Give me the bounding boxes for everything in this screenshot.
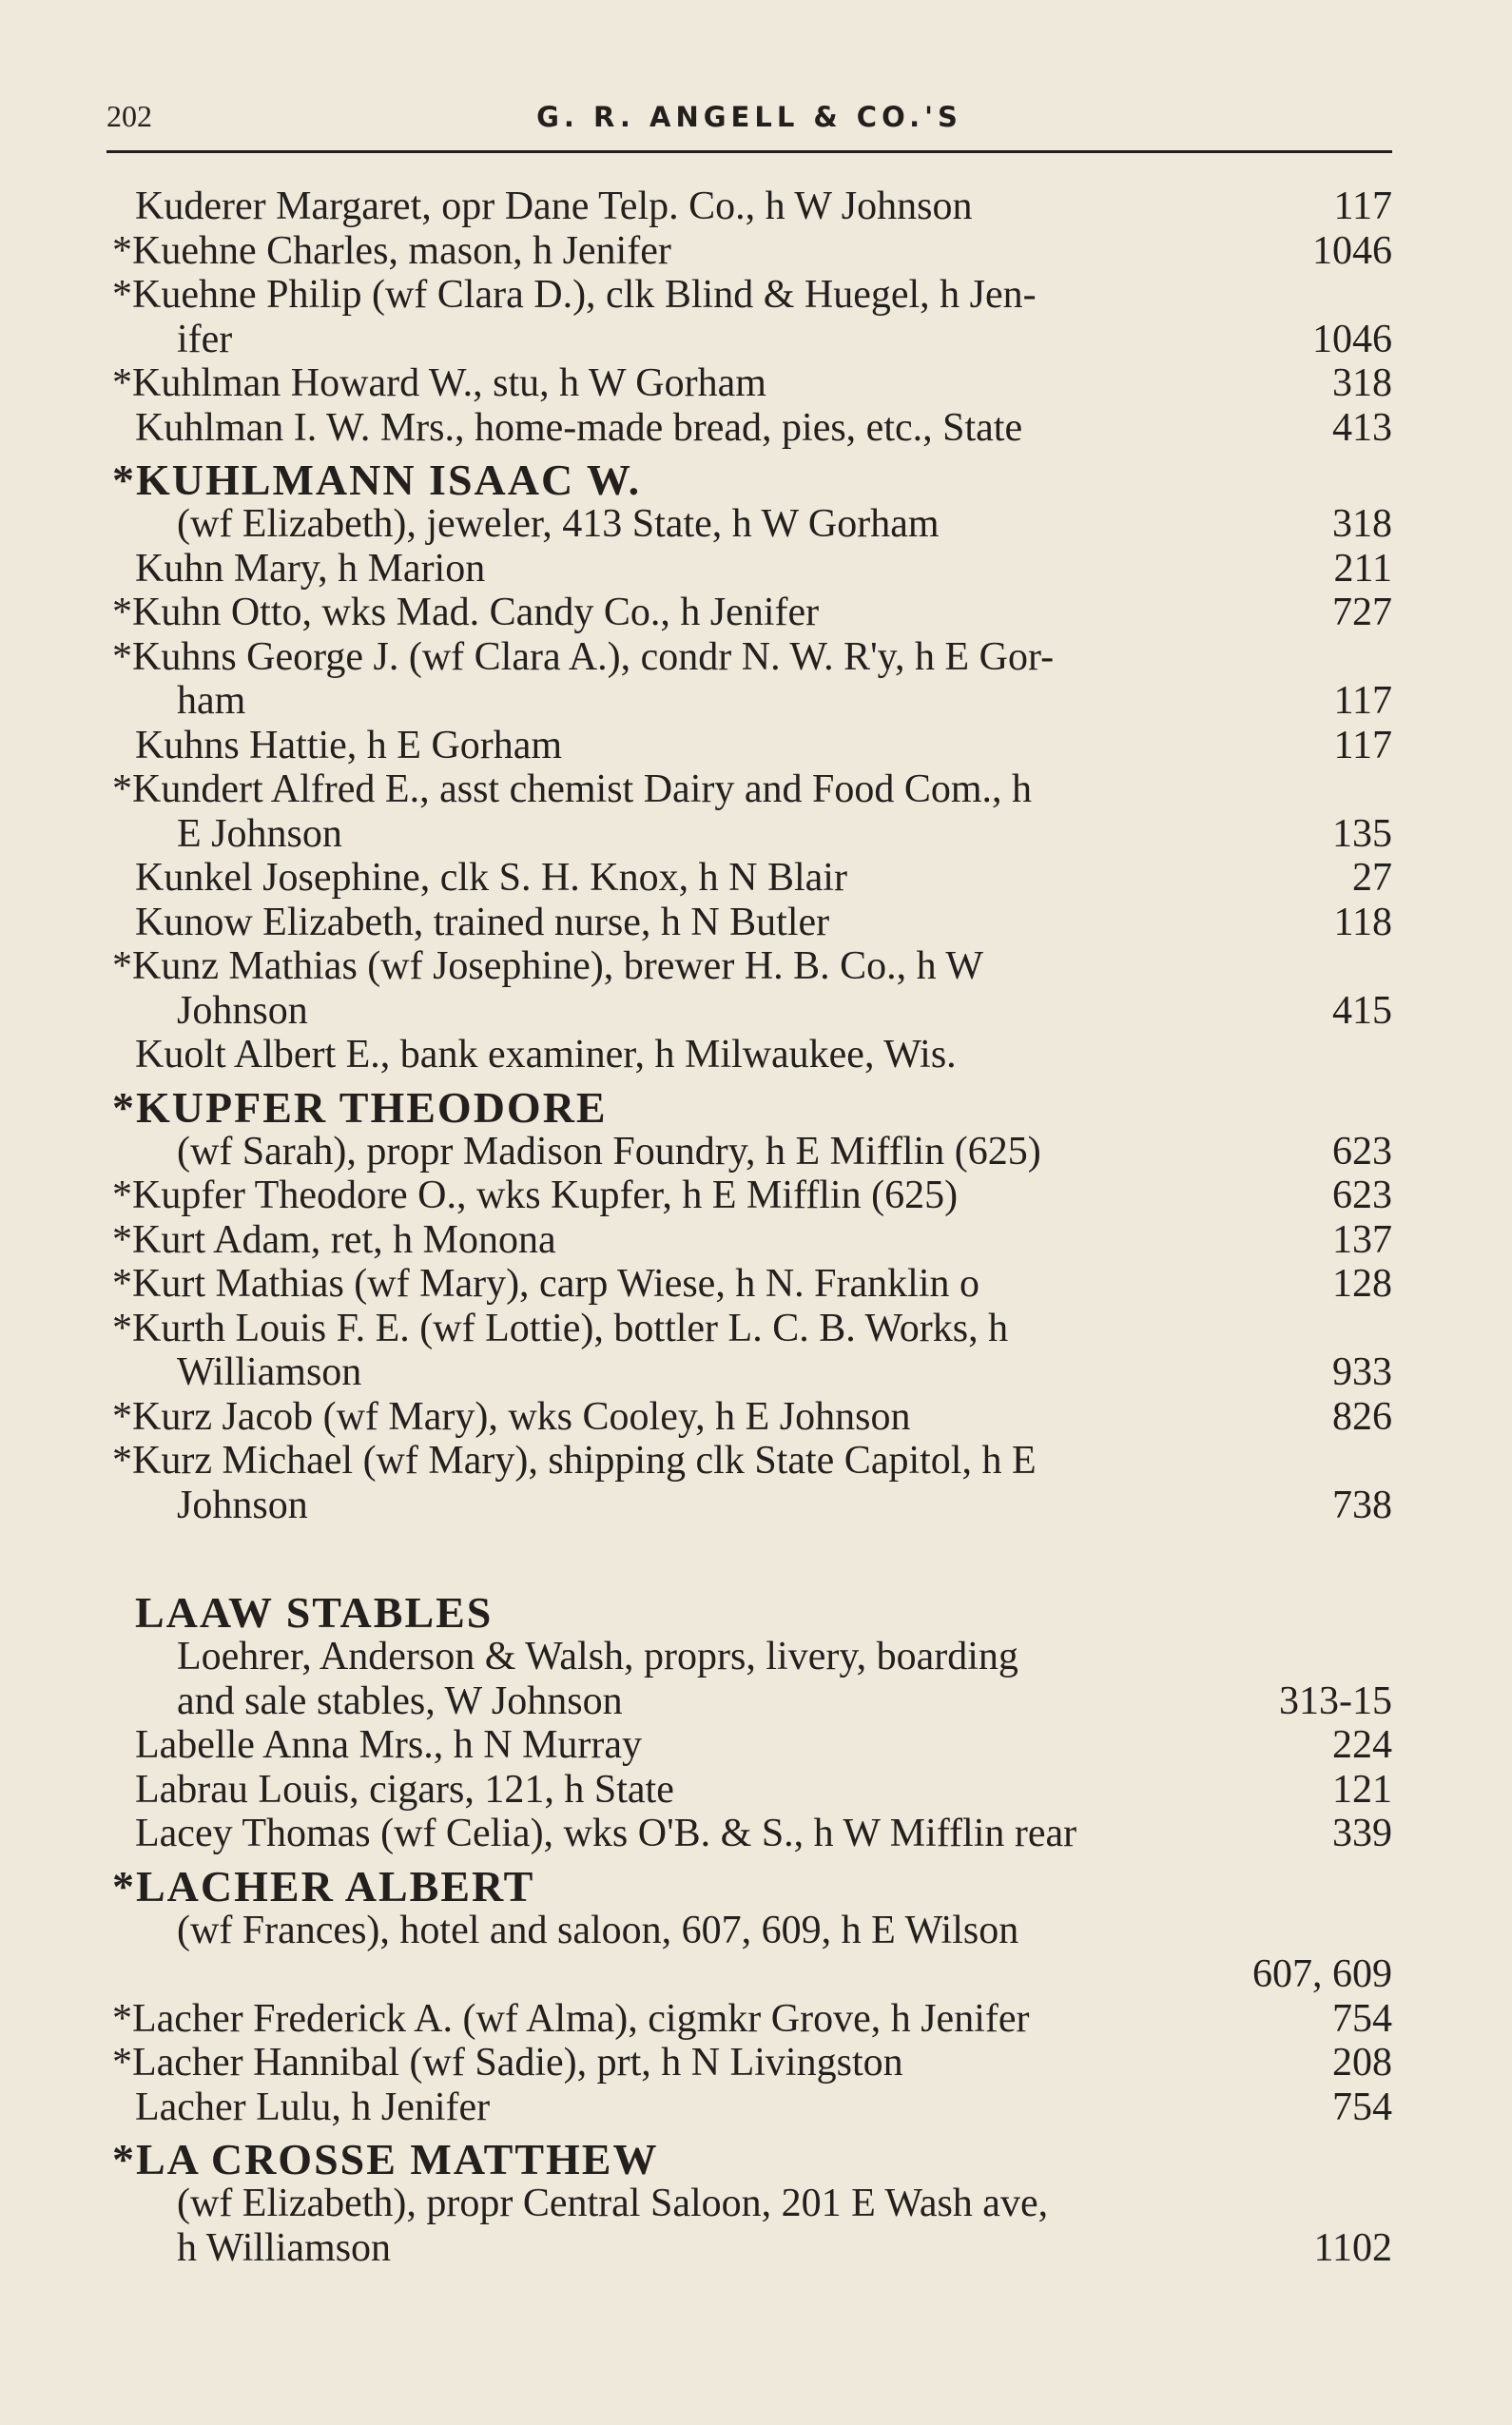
directory-line bbox=[107, 1679, 1392, 1724]
directory-line bbox=[107, 502, 1392, 547]
entry-text: E Johnson bbox=[177, 811, 342, 856]
entry-text: Kunkel Josephine, clk S. H. Knox, h N Blair bbox=[135, 856, 847, 900]
entry-text: (wf Elizabeth), propr Central Saloon, 201 E Wash ave, bbox=[177, 2182, 1049, 2225]
entry-text: Kuderer Margaret, opr Dane Telp. Co., h W Johnson bbox=[135, 184, 973, 228]
entry-heading bbox=[107, 2129, 1392, 2182]
directory-line bbox=[107, 635, 1392, 680]
entry-text: Johnson bbox=[177, 988, 308, 1033]
house-number: 826 bbox=[1332, 1394, 1392, 1439]
directory-listing bbox=[107, 184, 1392, 2270]
directory-line bbox=[107, 2041, 1392, 2086]
house-number: 313-15 bbox=[1279, 1678, 1392, 1723]
house-number: 754 bbox=[1332, 2085, 1392, 2129]
directory-line bbox=[107, 1033, 1392, 1077]
house-number: 117 bbox=[1333, 723, 1392, 767]
house-number: 413 bbox=[1332, 405, 1392, 450]
entry-text: *Kuhlman Howard W., stu, h W Gorham bbox=[112, 361, 766, 405]
directory-line bbox=[107, 547, 1392, 592]
directory-line bbox=[107, 1174, 1392, 1218]
entry-text: *Kurt Mathias (wf Mary), carp Wiese, h N. Franklin o bbox=[112, 1262, 979, 1306]
directory-line bbox=[107, 1909, 1392, 1953]
entry-text: *Kupfer Theodore O., wks Kupfer, h E Mifflin (625) bbox=[112, 1174, 959, 1217]
entry-heading bbox=[107, 450, 1392, 502]
directory-line bbox=[107, 679, 1392, 724]
directory-line bbox=[107, 1997, 1392, 2042]
directory-line bbox=[107, 361, 1392, 406]
entry-text: *Kunz Mathias (wf Josephine), brewer H. B. Co., h W bbox=[112, 944, 984, 988]
directory-line bbox=[107, 1768, 1392, 1813]
house-number: 117 bbox=[1333, 184, 1392, 228]
directory-line bbox=[107, 1635, 1392, 1679]
directory-line bbox=[107, 2086, 1392, 2130]
entry-heading bbox=[107, 1077, 1392, 1130]
entry-heading bbox=[107, 1856, 1392, 1909]
entry-text: Johnson bbox=[177, 1483, 308, 1527]
page-number: 202 bbox=[107, 99, 152, 133]
house-number: 224 bbox=[1332, 1723, 1392, 1767]
entry-text: Kuhns Hattie, h E Gorham bbox=[135, 723, 563, 767]
entry-text: LAAW STABLES bbox=[135, 1588, 494, 1637]
running-title: G. R. ANGELL & CO.'S bbox=[536, 101, 962, 133]
page-header bbox=[107, 97, 1392, 135]
directory-line bbox=[107, 812, 1392, 857]
entry-text: Labrau Louis, cigars, 121, h State bbox=[135, 1767, 674, 1812]
entry-text: Kunow Elizabeth, trained nurse, h N Butler bbox=[135, 900, 830, 944]
house-number: 135 bbox=[1332, 811, 1392, 856]
entry-text: *Kuehne Charles, mason, h Jenifer bbox=[112, 228, 671, 273]
entry-text: *LACHER ALBERT bbox=[112, 1861, 535, 1911]
entry-text: ifer bbox=[177, 317, 233, 361]
house-number: 211 bbox=[1333, 546, 1392, 591]
directory-line bbox=[107, 1307, 1392, 1351]
entry-text: *KUPFER THEODORE bbox=[112, 1082, 608, 1132]
directory-line bbox=[107, 1723, 1392, 1768]
directory-line bbox=[107, 591, 1392, 635]
house-number: 933 bbox=[1332, 1350, 1392, 1394]
entry-text: (wf Sarah), propr Madison Foundry, h E Mifflin (625) bbox=[177, 1129, 1041, 1174]
house-number: 1046 bbox=[1312, 317, 1392, 361]
entry-text: Lacher Lulu, h Jenifer bbox=[135, 2085, 491, 2129]
entry-text: *Lacher Frederick A. (wf Alma), cigmkr Grove, h Jenifer bbox=[112, 1996, 1030, 2041]
entry-text: *LA CROSSE MATTHEW bbox=[112, 2135, 659, 2183]
entry-text: *Kurth Louis F. E. (wf Lottie), bottler L. C. B. Works, h bbox=[112, 1306, 1009, 1350]
directory-line bbox=[107, 1218, 1392, 1263]
house-number: 623 bbox=[1332, 1129, 1392, 1174]
house-number: 738 bbox=[1332, 1483, 1392, 1527]
entry-text: *Kuhns George J. (wf Clara A.), condr N. W. R'y, h E Gor- bbox=[112, 634, 1055, 679]
directory-line bbox=[107, 184, 1392, 229]
directory-line bbox=[107, 1262, 1392, 1307]
house-number: 339 bbox=[1332, 1812, 1392, 1855]
entry-text: *Kurz Michael (wf Mary), shipping clk State Capitol, h E bbox=[112, 1439, 1037, 1483]
entry-text: Kuhn Mary, h Marion bbox=[135, 546, 486, 591]
directory-line bbox=[107, 1812, 1392, 1856]
entry-text: ham bbox=[177, 679, 246, 723]
directory-line bbox=[107, 989, 1392, 1034]
house-number: 727 bbox=[1332, 591, 1392, 634]
directory-line bbox=[107, 1439, 1392, 1484]
house-number: 137 bbox=[1332, 1217, 1392, 1262]
directory-line bbox=[107, 944, 1392, 989]
entry-text: *Kundert Alfred E., asst chemist Dairy and Food Com., h bbox=[112, 767, 1033, 811]
entry-text: *KUHLMANN ISAAC W. bbox=[112, 456, 642, 504]
directory-line bbox=[107, 1952, 1392, 1997]
entry-text: *Kuhn Otto, wks Mad. Candy Co., h Jenifer bbox=[112, 591, 820, 634]
house-number: 607, 609 bbox=[1252, 1952, 1392, 1996]
entry-text: and sale stables, W Johnson bbox=[177, 1678, 623, 1723]
house-number: 128 bbox=[1332, 1262, 1392, 1306]
directory-line bbox=[107, 767, 1392, 812]
directory-line bbox=[107, 318, 1392, 362]
entry-text: (wf Elizabeth), jeweler, 413 State, h W Gorham bbox=[177, 502, 940, 546]
house-number: 27 bbox=[1352, 856, 1392, 900]
entry-text: h Williamson bbox=[177, 2225, 392, 2270]
entry-text: *Kurt Adam, ret, h Monona bbox=[112, 1217, 556, 1262]
entry-text: *Lacher Hannibal (wf Sadie), prt, h N Livingston bbox=[112, 2041, 903, 2085]
house-number: 754 bbox=[1332, 1996, 1392, 2041]
house-number: 208 bbox=[1332, 2041, 1392, 2085]
directory-line bbox=[107, 406, 1392, 451]
house-number: 1046 bbox=[1312, 228, 1392, 273]
entry-text: Loehrer, Anderson & Walsh, proprs, livery, boarding bbox=[177, 1635, 1018, 1678]
directory-line bbox=[107, 901, 1392, 945]
entry-text: Lacey Thomas (wf Celia), wks O'B. & S., h W Mifflin rear bbox=[135, 1812, 1077, 1855]
entry-heading bbox=[107, 1582, 1392, 1635]
entry-text: (wf Frances), hotel and saloon, 607, 609, h E Wilson bbox=[177, 1908, 1019, 1952]
house-number: 1102 bbox=[1313, 2225, 1392, 2270]
house-number: 118 bbox=[1333, 900, 1392, 944]
directory-line bbox=[107, 2226, 1392, 2271]
directory-line bbox=[107, 1130, 1392, 1174]
house-number: 318 bbox=[1332, 502, 1392, 546]
house-number: 623 bbox=[1332, 1174, 1392, 1217]
directory-line bbox=[107, 273, 1392, 318]
house-number: 318 bbox=[1332, 361, 1392, 405]
house-number: 415 bbox=[1332, 988, 1392, 1033]
entry-text: Williamson bbox=[177, 1350, 362, 1394]
directory-line bbox=[107, 1350, 1392, 1395]
entry-text: *Kurz Jacob (wf Mary), wks Cooley, h E Johnson bbox=[112, 1394, 911, 1439]
directory-line bbox=[107, 2182, 1392, 2226]
directory-line bbox=[107, 229, 1392, 274]
directory-line bbox=[107, 856, 1392, 901]
directory-line bbox=[107, 1395, 1392, 1440]
header-rule bbox=[107, 150, 1392, 153]
entry-text: Kuolt Albert E., bank examiner, h Milwaukee, Wis. bbox=[135, 1033, 957, 1077]
entry-text: Labelle Anna Mrs., h N Murray bbox=[135, 1723, 643, 1767]
house-number: 117 bbox=[1333, 679, 1392, 723]
entry-text: Kuhlman I. W. Mrs., home-made bread, pies, etc., State bbox=[135, 405, 1023, 450]
house-number: 121 bbox=[1332, 1767, 1392, 1812]
entry-text: *Kuehne Philip (wf Clara D.), clk Blind & Huegel, h Jen- bbox=[112, 273, 1037, 317]
directory-line bbox=[107, 1484, 1392, 1528]
directory-line bbox=[107, 724, 1392, 768]
